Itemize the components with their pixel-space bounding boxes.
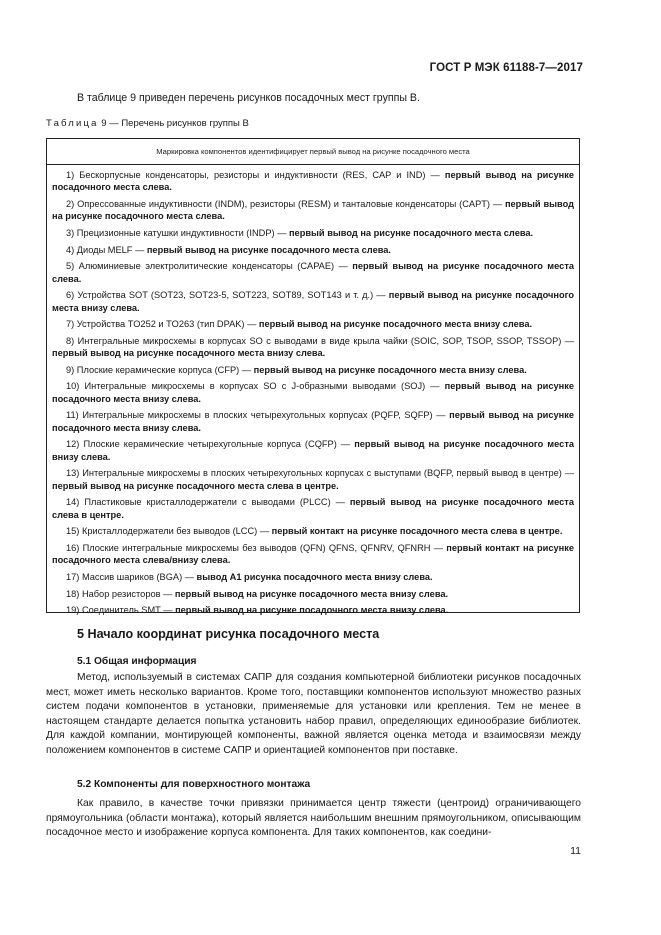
row-text: 18) Набор резисторов — (66, 588, 175, 599)
row-bold-text: первый вывод на рисунке посадочного места внизу слева. (258, 319, 533, 330)
row-text: 1) Бескорпусные конденсаторы, резисторы и индуктивности (RES, CAP и IND) — (66, 170, 445, 180)
row-text: 19) Соединитель SMT — (66, 605, 176, 616)
table-row (52, 467, 574, 492)
table-row (52, 380, 574, 405)
table-row (52, 289, 574, 314)
table-row (52, 260, 574, 285)
section-5-1-paragraph: Метод, используемый в системах САПР для создания компьютерной библиотеки рисунков посадочных мест, может иметь несколько вариантов. Кроме того, поставщики компонентов используют множество разных систем подачи компонентов в установки, применяемые для установки или крепления. Тем не менее в настоящем стандарте делается попытка установить набор правил, определяющих единообразие библиотек. Для каждой компании, монтирующей компоненты, важной является оценка метода и взаимосвязи между положением компонентов в системе САПР и ориентацией компонентов при поставке. (46, 672, 581, 756)
table-body (47, 165, 579, 617)
row-text: 7) Устройства TO252 и TO263 (тип DPAK) — (66, 319, 259, 330)
row-bold-text: первый вывод на рисунке посадочного места внизу слева. (174, 588, 449, 599)
standard-header: ГОСТ Р МЭК 61188-7—2017 (429, 62, 583, 74)
row-bold-text: первый вывод на рисунке посадочного места внизу слева. (253, 364, 527, 375)
row-bold-text: первый вывод на рисунке посадочного места слева в центре. (52, 480, 339, 491)
table-row (52, 335, 574, 360)
section-5-1-heading: 5.1 Общая информация (77, 656, 197, 667)
row-text: 15) Кристаллодержатели без выводов (LCC) — (66, 526, 272, 537)
section-5-2-heading: 5.2 Компоненты для поверхностного монтажа (77, 779, 311, 790)
row-bold-text: первый контакт на рисунке посадочного места слева/внизу слева. (52, 542, 574, 566)
table-row (52, 571, 574, 583)
row-text: 6) Устройства SOT (SOT23, SOT23-5, SOT223, SOT89, SOT143 и т. д.) — (66, 290, 389, 301)
table-row (52, 525, 574, 537)
row-text: 9) Плоские керамические корпуса (CFP) — (66, 364, 254, 375)
table-9 (46, 138, 580, 616)
table-row (52, 604, 574, 616)
row-bold-text: первый контакт на рисунке посадочного места слева в центре. (271, 526, 563, 537)
table-row (52, 169, 574, 194)
row-bold-text: первый вывод на рисунке посадочного места внизу слева. (52, 410, 575, 433)
row-bold-text: первый вывод на рисунке посадочного места внизу слева. (175, 605, 449, 616)
row-bold-text: первый вывод на рисунке посадочного места внизу слева. (52, 381, 574, 404)
row-text: 2) Опрессованные индуктивности (INDM), резисторы (RESM) и танталовые конденсаторы (CAPT) — (66, 199, 505, 209)
row-bold-text: первый вывод на рисунке посадочного места слева. (52, 199, 575, 222)
table-row (52, 364, 574, 376)
table-caption-label: Таблица (46, 118, 99, 129)
row-text: 4) Диоды MELF — (66, 244, 147, 255)
table-row (52, 588, 574, 600)
section-5-heading: 5 Начало координат рисунка посадочного места (77, 627, 380, 641)
table-row (52, 318, 574, 330)
row-text: 17) Массив шариков (BGA) — (66, 571, 197, 582)
table-row (52, 496, 574, 521)
table-row (52, 198, 574, 223)
table-row (52, 438, 574, 463)
table-row (52, 244, 574, 256)
row-text: 11) Интегральные микросхемы в плоских четырехугольных корпусах (PQFP, SQFP) — (66, 410, 450, 421)
row-text: 16) Плоские интегральные микросхемы без выводов (QFN) QFNS, QFNRV, QFNRH — (66, 542, 447, 553)
row-text: 13) Интегральные микросхемы в плоских четырехугольных корпусах с выступами (BQFP, первый вывод в центре) — (66, 468, 574, 479)
row-text: 8) Интегральные микросхемы в корпусах SO с выводами в виде крыла чайки (SOIC, SOP, TSOP, SSOP, TSSOP) — (66, 335, 574, 346)
row-bold-text: первый вывод на рисунке посадочного места слева в центре. (52, 497, 574, 520)
table-header: Маркировка компонентов идентифицирует первый вывод на рисунке посадочного места (47, 139, 579, 165)
row-bold-text: первый вывод на рисунке посадочного места слева. (146, 244, 391, 255)
row-bold-text: первый вывод на рисунке посадочного места слева. (52, 170, 574, 193)
row-text: 5) Алюминиевые электролитические конденсаторы (CAPAE) — (66, 261, 353, 272)
row-bold-text: первый вывод на рисунке посадочного места слева. (52, 261, 574, 284)
table-row (52, 227, 574, 239)
intro-text: В таблице 9 приведен перечень рисунков посадочных мест группы В. (77, 92, 420, 104)
section-5-2-paragraph: Как правило, в качестве точки привязки принимается центр тяжести (центроид) ограничивающего прямоугольника (области монтажа), который является наибольшим внешним прямоугольником, описывающим посадочное место и изображение корпуса компонента. Для таких компонентов, как соедини- (46, 798, 581, 839)
row-text: 3) Прецизионные катушки индуктивности (INDP) — (66, 228, 289, 238)
table-row (52, 409, 574, 434)
table-caption-text: 9 — Перечень рисунков группы В (101, 118, 249, 129)
row-text: 14) Пластиковые кристаллодержатели с выводами (PLCC) — (66, 497, 350, 508)
page-number: 11 (570, 845, 581, 857)
row-bold-text: вывод A1 рисунка посадочного места внизу слева. (196, 571, 433, 582)
row-bold-text: первый вывод на рисунке посадочного места внизу слева. (52, 290, 574, 313)
row-bold-text: первый вывод на рисунке посадочного места внизу слева. (52, 439, 574, 462)
row-bold-text: первый вывод на рисунке посадочного места внизу слева. (52, 348, 326, 359)
table-row (52, 542, 574, 567)
row-text: 10) Интегральные микросхемы в корпусах SO с J-образными выводами (SOJ) — (66, 381, 445, 392)
row-text: 12) Плоские керамические четырехугольные корпуса (CQFP) — (66, 439, 355, 450)
row-bold-text: первый вывод на рисунке посадочного места слева. (288, 228, 534, 238)
table-caption (46, 118, 249, 129)
